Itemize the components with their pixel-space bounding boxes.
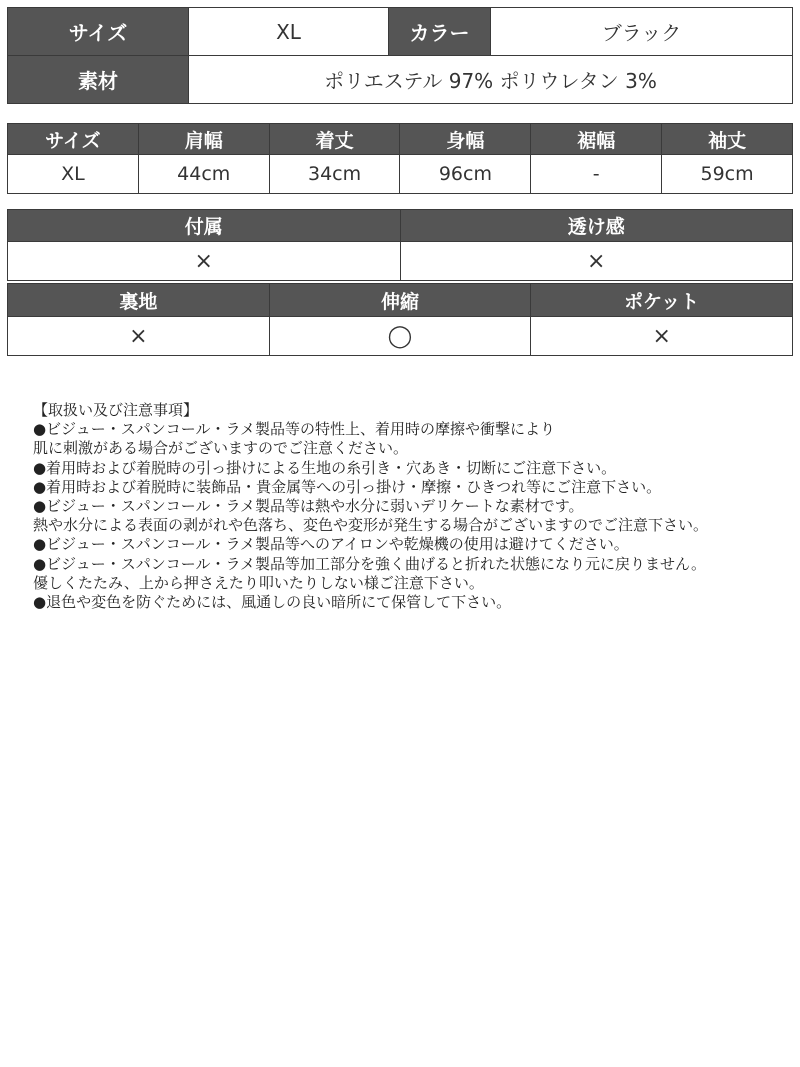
care-note-line: 肌に刺激がある場合がございますのでご注意ください。 <box>33 439 409 458</box>
care-note-line: ●ビジュー・スパンコール・ラメ製品等加工部分を強く曲げると折れた状態になり元に戻りません。 <box>33 554 706 573</box>
color-label: カラー <box>389 8 491 56</box>
measure-value-chest: 96cm <box>400 155 531 194</box>
measure-header-shoulder: 肩幅 <box>138 124 269 155</box>
product-info-table <box>7 7 793 104</box>
measure-value-length: 34cm <box>269 155 400 194</box>
care-note-line: 熱や水分による表面の剥がれや色落ち、変色や変形が発生する場合がございますのでご注意下さい。 <box>33 516 709 535</box>
care-note-line: ●着用時および着脱時に装飾品・貴金属等への引っ掛け・摩擦・ひきつれ等にご注意下さい。 <box>33 477 662 496</box>
care-notes-heading: 【取扱い及び注意事項】 <box>33 401 199 419</box>
color-value: ブラック <box>491 8 793 56</box>
measurements-table <box>7 123 793 194</box>
feature-header-pocket: ポケット <box>531 284 793 317</box>
care-note-line: ●退色や変色を防ぐためには、風通しの良い暗所にて保管して下さい。 <box>33 593 512 612</box>
care-note-line: ●ビジュー・スパンコール・ラメ製品等へのアイロンや乾燥機の使用は避けてください。 <box>33 535 629 554</box>
measure-value-sleeve: 59cm <box>662 155 793 194</box>
feature-value-pocket: × <box>531 317 793 356</box>
material-label: 素材 <box>8 56 189 104</box>
material-value: ポリエステル 97% ポリウレタン 3% <box>189 56 793 104</box>
care-notes <box>33 401 793 612</box>
care-note-line: ●ビジュー・スパンコール・ラメ製品等の特性上、着用時の摩擦や衝撃により <box>33 420 556 439</box>
measure-header-hem: 裾幅 <box>531 124 662 155</box>
feature-header-sheerness: 透け感 <box>400 210 793 242</box>
feature-value-sheerness: × <box>400 242 793 281</box>
size-label: サイズ <box>8 8 189 56</box>
features-table-b <box>7 283 793 356</box>
care-note-line: ●着用時および着脱時の引っ掛けによる生地の糸引き・穴あき・切断にご注意下さい。 <box>33 458 617 477</box>
care-note-line: ●ビジュー・スパンコール・ラメ製品等は熱や水分に弱いデリケートな素材です。 <box>33 497 584 516</box>
size-value: XL <box>189 8 389 56</box>
measure-header-chest: 身幅 <box>400 124 531 155</box>
measure-header-sleeve: 袖丈 <box>662 124 793 155</box>
care-note-line: 優しくたたみ、上から押さえたり叩いたりしない様ご注意下さい。 <box>33 573 484 592</box>
feature-value-accessories: × <box>8 242 401 281</box>
measure-header-size: サイズ <box>8 124 139 155</box>
feature-header-accessories: 付属 <box>8 210 401 242</box>
feature-header-stretch: 伸縮 <box>269 284 531 317</box>
measure-value-shoulder: 44cm <box>138 155 269 194</box>
feature-header-lining: 裏地 <box>8 284 270 317</box>
measure-value-size: XL <box>8 155 139 194</box>
feature-value-stretch: ◯ <box>269 317 531 356</box>
measure-header-length: 着丈 <box>269 124 400 155</box>
features-table-a <box>7 209 793 281</box>
feature-value-lining: × <box>8 317 270 356</box>
measure-value-hem: - <box>531 155 662 194</box>
